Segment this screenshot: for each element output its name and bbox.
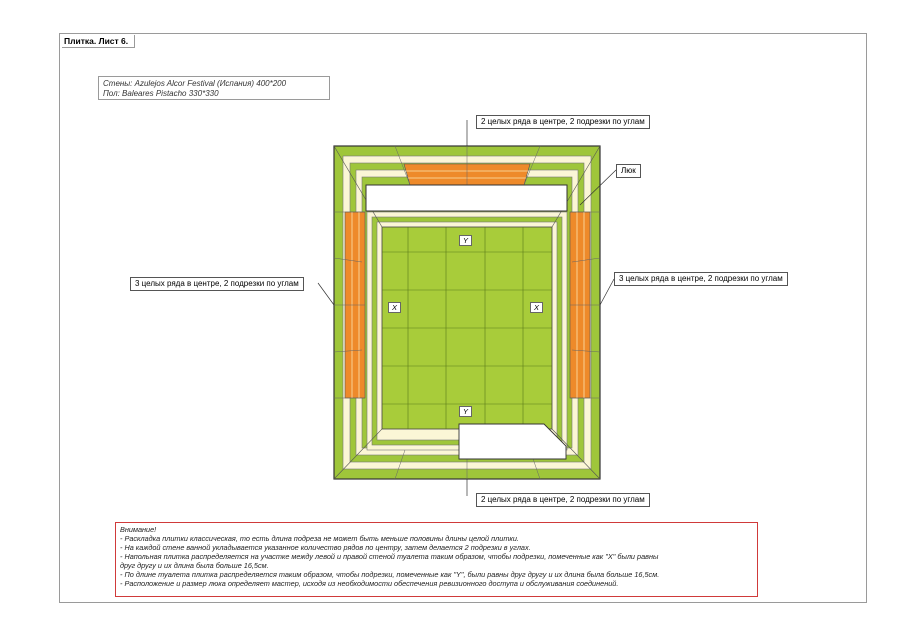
- notes-box: [115, 522, 758, 597]
- leader-left: [318, 283, 334, 305]
- note-line: - Расположение и размер люка определяет мастер, исходя из необходимости обеспечения ревизионного доступа и обслуживания соединений.: [120, 579, 619, 588]
- floor-material-text: Пол: Baleares Pistacho 330*330: [103, 89, 219, 98]
- hatch-opening: [366, 185, 567, 211]
- note-line: - На каждой стене ванной укладывается указанное количество рядов по центру, затем делается 2 подрезки в углах.: [120, 543, 531, 552]
- x-mark-left: X: [388, 302, 401, 313]
- callout-left: 3 целых ряда в центре, 2 подрезки по углам: [130, 277, 304, 291]
- x-mark-right: X: [530, 302, 543, 313]
- leader-right: [600, 279, 614, 305]
- callout-top: 2 целых ряда в центре, 2 подрезки по углам: [476, 115, 650, 129]
- note-line: - Раскладка плитки классическая, то есть длина подреза не может быть меньше половины длины целой плитки.: [120, 534, 519, 543]
- note-line: друг другу и их длина была больше 16,5см.: [120, 561, 269, 570]
- y-mark-top: Y: [459, 235, 472, 246]
- note-line: - Напольная плитка распределяется на участке между левой и правой стеной туалета таким образом, чтобы подрезки, помеченные как "X" были равны: [120, 552, 659, 561]
- wall-material-text: Стены: Azulejos Alcor Festival (Испания) 400*200: [103, 79, 287, 88]
- callout-bottom: 2 целых ряда в центре, 2 подрезки по углам: [476, 493, 650, 507]
- y-mark-bottom: Y: [459, 406, 472, 417]
- notes-heading: Внимание!: [120, 525, 157, 534]
- sheet-title: Плитка. Лист 6.: [62, 35, 135, 48]
- callout-hatch: Люк: [616, 164, 641, 178]
- note-line: - По длине туалета плитка распределяется таким образом, чтобы подрезки, помеченные как "Y", были равны друг другу и их длина была больше 16,5см.: [120, 570, 660, 579]
- callout-right: 3 целых ряда в центре, 2 подрезки по углам: [614, 272, 788, 286]
